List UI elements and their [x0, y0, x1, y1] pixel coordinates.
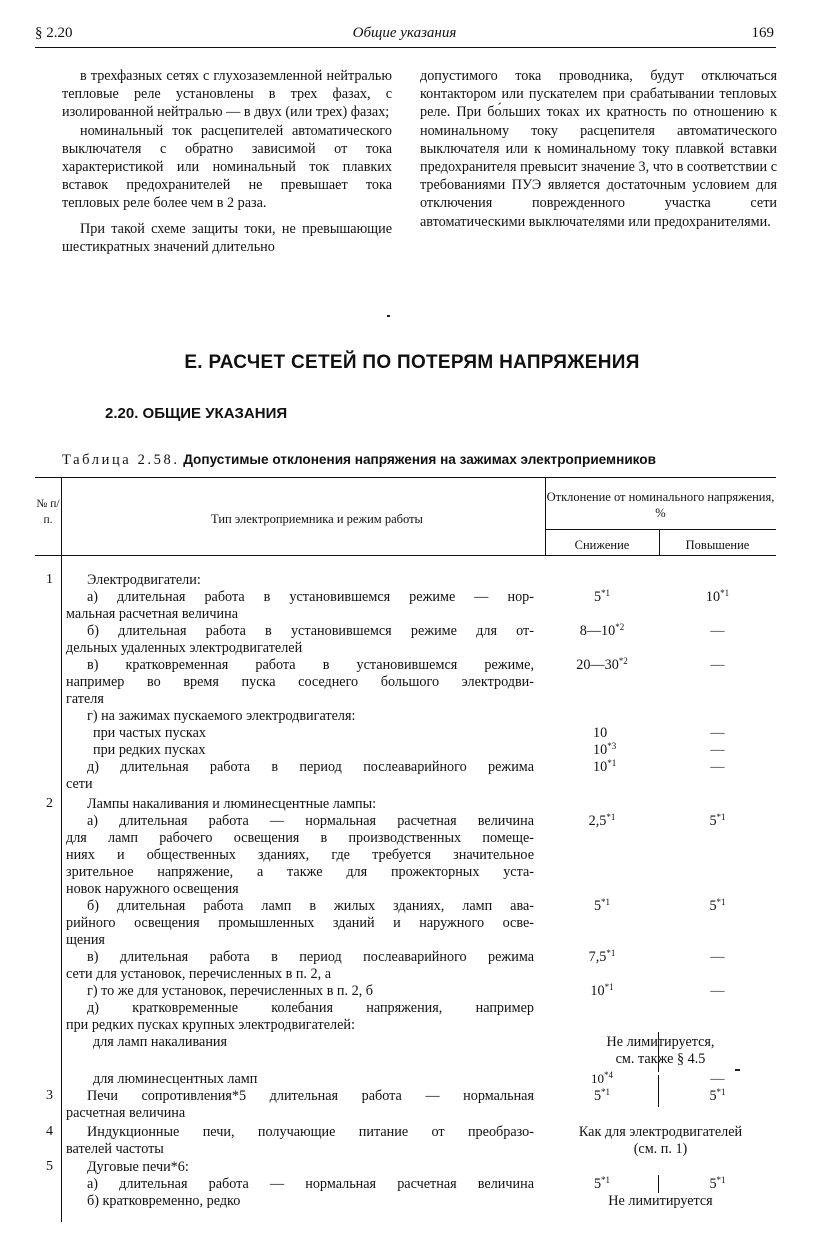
row-number: 3: [46, 1088, 53, 1103]
table-text-line: а) длительная работа — нормальная расчетная величина: [87, 813, 534, 829]
value-number: 2,5: [588, 813, 607, 829]
table-text-line: б) длительная работа в установившемся режиме для от-: [87, 623, 534, 639]
table-text-line: щения: [66, 932, 105, 948]
table-text-line: д) кратковременные колебания напряжения, например: [87, 1000, 534, 1016]
value-number: 5: [709, 1176, 717, 1192]
footnote-mark: *3: [607, 741, 617, 751]
value-number: 5: [593, 1176, 602, 1192]
table-text-line: расчетная величина: [66, 1105, 186, 1121]
table-text-line: д) длительная работа в период послеаварийного режима: [87, 759, 534, 775]
table-text-line: новок наружного освещения: [66, 881, 239, 897]
decrease-value: [545, 1176, 659, 1193]
decrease-value: [545, 759, 659, 776]
table-header-rule: [35, 555, 776, 556]
header-type: Тип электроприемника и режим работы: [211, 512, 423, 526]
decrease-value: [545, 983, 659, 1000]
table-text-line: Индукционные печи, получающие питание от преобразо-: [87, 1124, 534, 1140]
header-deviation: Отклонение от номинального напряжения, %: [546, 490, 775, 520]
value-number: 5: [593, 1088, 602, 1104]
table-text-line: мальная расчетная величина: [66, 606, 239, 622]
footnote-mark: *4: [604, 1070, 613, 1080]
increase-value: [659, 589, 776, 606]
table-text-line: Печи сопротивления*5 длительная работа — нормальная: [87, 1088, 534, 1104]
decrease-value: [545, 657, 659, 674]
value-number: 5: [709, 898, 717, 914]
increase-dash: —: [710, 1071, 725, 1087]
table-caption-title: Допустимые отклонения напряжения на зажимах электроприемников: [183, 452, 656, 467]
value-number: 5: [593, 898, 602, 914]
decrease-value: [545, 589, 659, 606]
intro-paragraph: в трехфазных сетях с глухозаземленной нейтралью тепловые реле установлены в трех фазах, с изолированной нейтралью — в двух (или трех) фазах;: [62, 68, 392, 121]
table-caption-lead: Таблица 2.58.: [62, 452, 180, 468]
table-text-line: вателей частоты: [66, 1141, 164, 1157]
increase-dash: —: [710, 657, 725, 673]
table-text-line: например во время пуска соседнего большого электродви-: [66, 674, 534, 690]
value-number: 20—30: [576, 657, 619, 673]
table-text-line: а) длительная работа в установившемся режиме — нор-: [87, 589, 534, 605]
table-text-line: Дуговые печи*6:: [87, 1159, 189, 1175]
row-number: 4: [46, 1124, 53, 1139]
table-text-line: гателя: [66, 691, 104, 707]
footnote-mark: *1: [716, 897, 726, 907]
footnote-mark: *2: [615, 622, 625, 632]
table-text-line: для ламп рабочего освещения в производственных помеще-: [66, 830, 534, 846]
increase-dash: —: [710, 949, 725, 965]
span-value: Не лимитируется,: [606, 1034, 715, 1050]
decrease-value: [545, 742, 659, 759]
increase-dash: —: [710, 725, 725, 741]
value-number: 5: [709, 813, 717, 829]
header-rule: [35, 47, 776, 48]
table-text-line: в) кратковременная работа в установившемся режиме,: [87, 657, 534, 673]
header-section: § 2.20: [35, 25, 73, 41]
row-number: 2: [46, 796, 53, 811]
decrease-value: [545, 1088, 659, 1105]
table-subheader-rule: [545, 529, 776, 530]
value-number: 10: [593, 759, 608, 775]
footnote-mark: *1: [606, 948, 616, 958]
value-number: 10: [591, 1071, 604, 1086]
intro-paragraph: допустимого тока проводника, будут отключаться контактором или пускателем при срабатывании тепловых реле. При бо́льших токах их кратность по отношению к номинальному току расцепителя автоматического выключателя или к номинальному току плавкой вставки предохранителя превысит значение 3, что в соответствии с требованиями ПУЭ является достаточным условием для отключения поврежденного участка сети автоматическими выключателями или предохранителями.: [420, 68, 777, 230]
header-increase: Повышение: [685, 538, 750, 552]
span-value: см. также § 4.5: [615, 1051, 706, 1067]
table-text-line: г) на зажимах пускаемого электродвигателя:: [87, 708, 356, 724]
table-text-line: для люминесцентных ламп: [93, 1071, 258, 1087]
span-value: Как для электродвигателей: [578, 1124, 743, 1140]
footnote-mark: *1: [601, 1175, 611, 1185]
value-number: 10: [705, 589, 721, 605]
table-text-line: ниях и общественных зданиях, где требуется значительное: [66, 847, 534, 863]
footnote-mark: *1: [716, 1175, 726, 1185]
footnote-mark: *1: [716, 1087, 726, 1097]
intro-paragraph: номинальный ток расцепителей автоматического выключателя с обратно зависимой от тока характеристикой или номинальный ток плавких вставок предохранителей не превышает тока тепловых реле более чем в 2 раза.: [62, 122, 392, 212]
decrease-value: [545, 949, 659, 966]
increase-dash: —: [710, 983, 725, 999]
intro-left-column: [62, 67, 392, 256]
table-text-line: б) кратковременно, редко: [87, 1193, 241, 1209]
decrease-value: [545, 623, 659, 640]
table-text-line: г) то же для установок, перечисленных в п. 2, б: [87, 983, 374, 999]
table-text-line: при редких пусках крупных электродвигателей:: [66, 1017, 355, 1033]
page-number: 169: [751, 25, 774, 41]
table-text-line: рийного освещения промышленных зданий и наружного осве-: [66, 915, 534, 931]
header-decrease: Снижение: [574, 538, 630, 552]
table-text-line: при редких пусках: [93, 742, 206, 758]
increase-dash: —: [710, 623, 725, 639]
span-value: (см. п. 1): [633, 1141, 688, 1157]
decrease-value: 10: [593, 725, 608, 741]
table-text-line: сети для установок, перечисленных в п. 2, а: [66, 966, 332, 982]
table-top-rule: [35, 477, 776, 478]
subsection-title: 2.20. ОБЩИЕ УКАЗАНИЯ: [105, 405, 288, 422]
increase-dash: —: [710, 742, 725, 758]
increase-dash: —: [710, 759, 725, 775]
intro-paragraph: При такой схеме защиты токи, не превышающие шестикратных значений длительно: [62, 220, 392, 255]
footnote-mark: *1: [716, 812, 726, 822]
table-text-line: Электродвигатели:: [87, 572, 201, 588]
table-text-line: сети: [66, 776, 93, 792]
table-text-line: б) длительная работа ламп в жилых зданиях, ламп ава-: [87, 898, 534, 914]
footnote-mark: *1: [607, 758, 617, 768]
row-number: 5: [46, 1159, 53, 1174]
voltage-deviation-table: [35, 477, 776, 1222]
footnote-mark: *2: [618, 656, 628, 666]
header-num: № п/п.: [36, 498, 60, 526]
footnote-mark: *1: [601, 588, 611, 598]
footnote-mark: *1: [720, 588, 730, 598]
table-text-line: при частых пусках: [93, 725, 206, 741]
running-header: [35, 25, 774, 47]
value-number: 5: [709, 1088, 717, 1104]
decrease-value: [545, 1071, 659, 1087]
table-column-rule: [61, 477, 62, 1222]
increase-value: [659, 813, 776, 830]
increase-value: [659, 1088, 776, 1105]
table-text-line: дельных удаленных электродвигателей: [66, 640, 303, 656]
footnote-mark: *1: [601, 1087, 611, 1097]
intro-right-column: [420, 67, 777, 231]
table-text-line: а) длительная работа — нормальная расчетная величина: [87, 1176, 534, 1192]
value-number: 8—10: [579, 623, 616, 639]
value-number: 10: [590, 983, 605, 999]
table-text-line: для ламп накаливания: [93, 1034, 228, 1050]
header-title: Общие указания: [352, 25, 457, 41]
decrease-value: [545, 898, 659, 915]
section-title: Е. РАСЧЕТ СЕТЕЙ ПО ПОТЕРЯМ НАПРЯЖЕНИЯ: [184, 352, 640, 373]
table-caption: [62, 452, 656, 469]
footnote-mark: *1: [604, 982, 614, 992]
value-number: 10: [593, 742, 608, 758]
print-speck: [735, 1069, 740, 1071]
span-value: Не лимитируется: [608, 1193, 713, 1209]
increase-value: [659, 1176, 776, 1193]
print-speck: [387, 315, 390, 317]
table-text-line: Лампы накаливания и люминесцентные лампы:: [87, 796, 377, 812]
value-number: 7,5: [588, 949, 607, 965]
value-number: 5: [593, 589, 602, 605]
row-number: 1: [46, 572, 53, 587]
decrease-value: [545, 813, 659, 830]
table-text-line: в) длительная работа в период послеаварийного режима: [87, 949, 534, 965]
footnote-mark: *1: [606, 812, 616, 822]
footnote-mark: *1: [601, 897, 611, 907]
increase-value: [659, 898, 776, 915]
table-text-line: зрительное напряжение, а также для прожекторных уста-: [66, 864, 534, 880]
